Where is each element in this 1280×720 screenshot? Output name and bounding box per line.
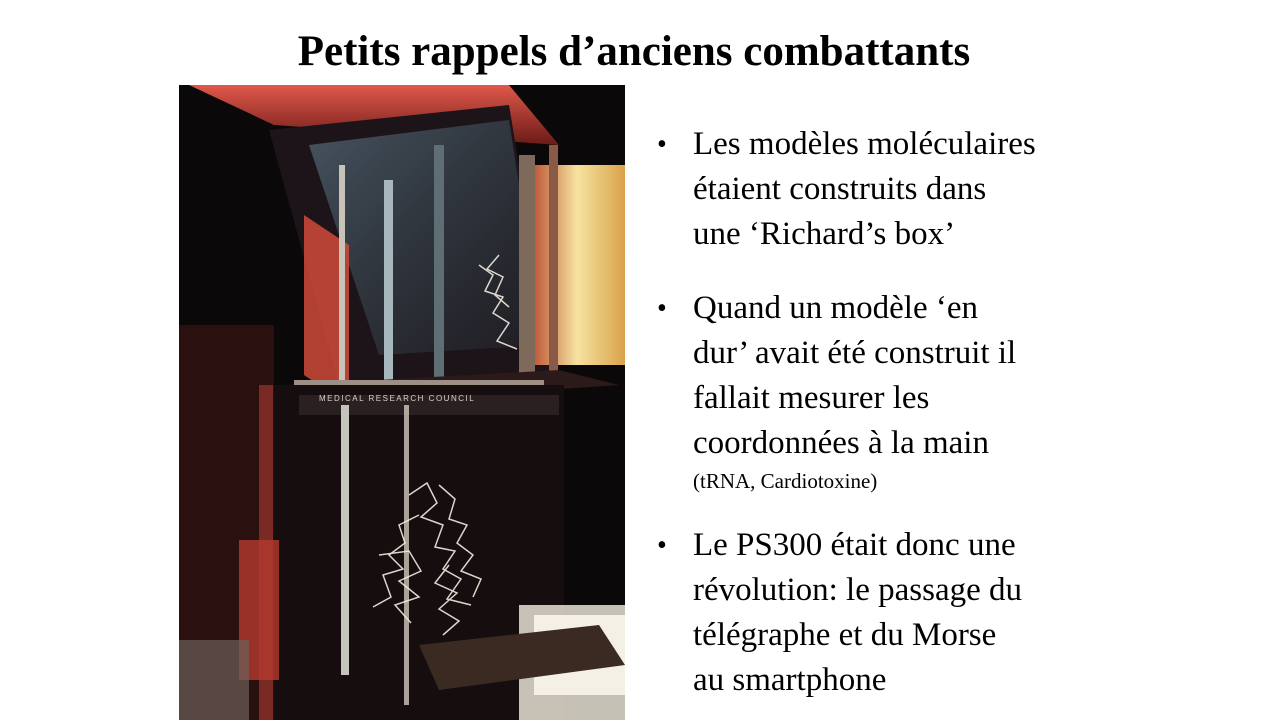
bullet-marker: • <box>657 530 667 561</box>
slide-title: Petits rappels d’anciens combattants <box>297 28 971 75</box>
bullet-list <box>657 122 1097 703</box>
bullet-item <box>657 523 1097 703</box>
richards-box-illustration <box>179 85 625 720</box>
cabinet-label: MEDICAL RESEARCH COUNCIL <box>319 394 476 403</box>
bullet-marker: • <box>657 129 667 160</box>
richards-box-photo <box>179 85 625 720</box>
bullet-note: (tRNA, Cardiotoxine) <box>693 469 878 493</box>
bullet-text: Les modèles moléculaires étaient construits dans une ‘Richard’s box’ <box>693 126 1036 252</box>
bullet-item <box>657 122 1097 257</box>
bullet-item <box>657 286 1097 494</box>
bullet-text: Le PS300 était donc une révolution: le passage du télégraphe et du Morse au smartphone <box>693 527 1023 698</box>
bullet-marker: • <box>657 293 667 324</box>
bullet-text: Quand un modèle ‘en dur’ avait été construit il fallait mesurer les coordonnées à la main <box>693 290 1017 461</box>
